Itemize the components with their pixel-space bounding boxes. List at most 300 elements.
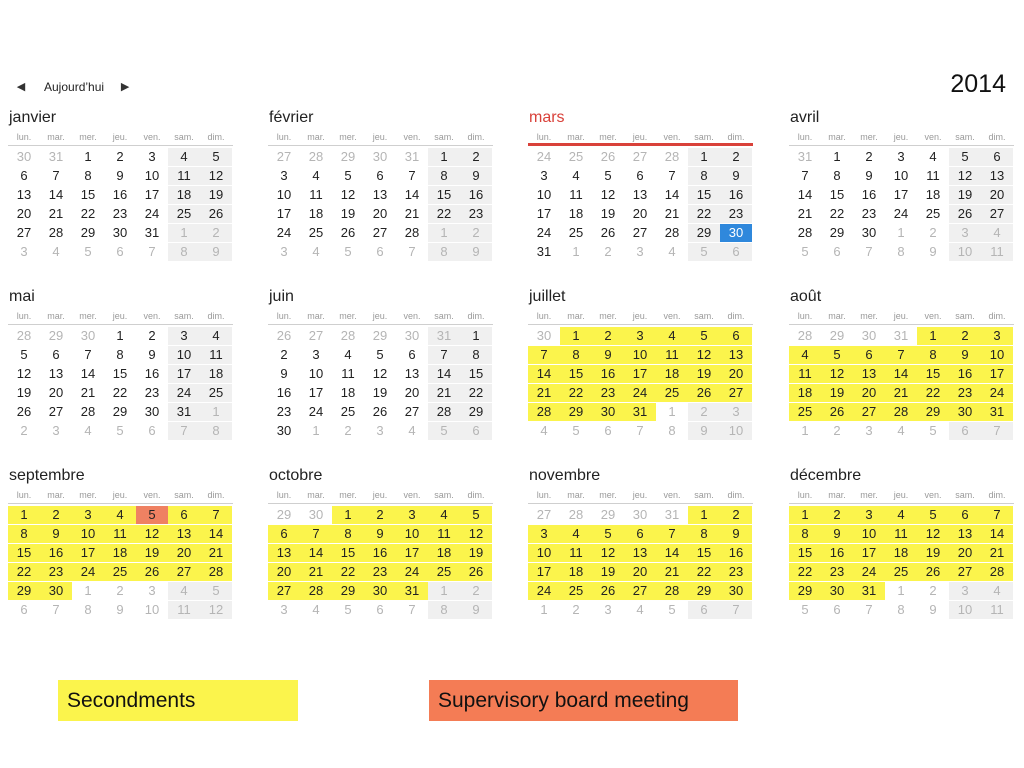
day-cell[interactable]: 2 — [688, 403, 720, 421]
secondment-day[interactable]: 18 — [428, 544, 460, 562]
day-cell[interactable]: 4 — [168, 582, 200, 600]
secondment-day[interactable]: 18 — [789, 384, 821, 402]
secondment-day[interactable]: 7 — [981, 506, 1013, 524]
secondment-day[interactable]: 1 — [917, 327, 949, 345]
day-cell[interactable]: 4 — [312, 602, 320, 617]
day-cell[interactable]: 27 — [308, 328, 324, 343]
secondment-day[interactable]: 10 — [624, 346, 656, 364]
secondment-day[interactable]: 29 — [8, 582, 40, 600]
secondment-day[interactable]: 19 — [917, 544, 949, 562]
day-cell[interactable]: 7 — [52, 168, 60, 183]
secondment-day[interactable]: 21 — [885, 384, 917, 402]
secondment-day[interactable]: 12 — [592, 544, 624, 562]
secondment-day[interactable]: 26 — [688, 384, 720, 402]
secondment-day[interactable]: 15 — [8, 544, 40, 562]
secondment-day[interactable]: 14 — [200, 525, 232, 543]
day-cell[interactable]: 9 — [148, 347, 156, 362]
day-cell[interactable]: 4 — [981, 224, 1013, 242]
day-cell[interactable]: 29 — [80, 225, 96, 240]
day-cell[interactable]: 4 — [84, 423, 92, 438]
day-cell[interactable]: 18 — [568, 206, 584, 221]
secondment-day[interactable]: 12 — [460, 525, 492, 543]
secondment-day[interactable]: 13 — [168, 525, 200, 543]
day-cell[interactable]: 6 — [636, 168, 644, 183]
board-meeting-day[interactable]: 5 — [136, 506, 168, 524]
day-cell[interactable]: 4 — [312, 244, 320, 259]
day-cell[interactable]: 4 — [897, 423, 905, 438]
day-cell[interactable]: 28 — [80, 404, 96, 419]
day-cell[interactable]: 10 — [536, 187, 552, 202]
secondment-day[interactable]: 29 — [560, 403, 592, 421]
day-cell[interactable]: 3 — [720, 403, 752, 421]
day-cell[interactable]: 6 — [20, 602, 28, 617]
secondment-day[interactable]: 1 — [560, 327, 592, 345]
day-cell[interactable]: 17 — [144, 187, 160, 202]
secondment-day[interactable]: 3 — [396, 506, 428, 524]
day-cell[interactable]: 27 — [632, 225, 648, 240]
day-cell[interactable]: 7 — [428, 346, 460, 364]
day-cell[interactable]: 7 — [168, 422, 200, 440]
day-cell[interactable]: 24 — [168, 384, 200, 402]
day-cell[interactable]: 20 — [981, 186, 1013, 204]
secondment-day[interactable]: 30 — [40, 582, 72, 600]
secondment-day[interactable]: 4 — [656, 327, 688, 345]
day-cell[interactable]: 28 — [48, 225, 64, 240]
day-cell[interactable]: 7 — [408, 168, 416, 183]
day-cell[interactable]: 17 — [276, 206, 292, 221]
day-cell[interactable]: 28 — [797, 225, 813, 240]
day-cell[interactable]: 30 — [308, 507, 324, 522]
day-cell[interactable]: 25 — [200, 384, 232, 402]
day-cell[interactable]: 31 — [404, 149, 420, 164]
day-cell[interactable]: 8 — [688, 167, 720, 185]
secondment-day[interactable]: 24 — [528, 582, 560, 600]
day-cell[interactable]: 3 — [949, 224, 981, 242]
secondment-day[interactable]: 15 — [560, 365, 592, 383]
day-cell[interactable]: 4 — [200, 327, 232, 345]
today-button[interactable]: Aujourd’hui — [44, 80, 105, 94]
day-cell[interactable]: 19 — [600, 206, 616, 221]
next-arrow-icon[interactable]: ▶ — [120, 81, 130, 93]
day-cell[interactable]: 2 — [865, 149, 873, 164]
secondment-day[interactable]: 7 — [528, 346, 560, 364]
day-cell[interactable]: 6 — [688, 601, 720, 619]
day-cell[interactable]: 28 — [428, 403, 460, 421]
day-cell[interactable]: 5 — [116, 423, 124, 438]
day-cell[interactable]: 21 — [404, 206, 420, 221]
day-cell[interactable]: 22 — [688, 205, 720, 223]
day-cell[interactable]: 28 — [340, 328, 356, 343]
day-cell[interactable]: 23 — [276, 404, 292, 419]
secondment-day[interactable]: 29 — [789, 582, 821, 600]
secondment-day[interactable]: 10 — [72, 525, 104, 543]
secondment-day[interactable]: 20 — [853, 384, 885, 402]
day-cell[interactable]: 25 — [308, 225, 324, 240]
day-cell[interactable]: 28 — [404, 225, 420, 240]
day-cell[interactable]: 14 — [664, 187, 680, 202]
day-cell[interactable]: 7 — [981, 422, 1013, 440]
day-cell[interactable]: 25 — [340, 404, 356, 419]
day-cell[interactable]: 4 — [981, 582, 1013, 600]
day-cell[interactable]: 23 — [144, 385, 160, 400]
day-cell[interactable]: 15 — [688, 186, 720, 204]
secondment-day[interactable]: 17 — [853, 544, 885, 562]
day-cell[interactable]: 25 — [168, 205, 200, 223]
secondment-day[interactable]: 18 — [885, 544, 917, 562]
secondment-day[interactable]: 2 — [720, 506, 752, 524]
day-cell[interactable]: 26 — [372, 404, 388, 419]
day-cell[interactable]: 2 — [148, 328, 156, 343]
secondment-day[interactable]: 2 — [40, 506, 72, 524]
day-cell[interactable]: 27 — [48, 404, 64, 419]
secondment-day[interactable]: 14 — [528, 365, 560, 383]
day-cell[interactable]: 30 — [404, 328, 420, 343]
secondment-day[interactable]: 17 — [396, 544, 428, 562]
day-cell[interactable]: 29 — [340, 149, 356, 164]
day-cell[interactable]: 24 — [308, 404, 324, 419]
secondment-day[interactable]: 3 — [624, 327, 656, 345]
day-cell[interactable]: 1 — [84, 149, 92, 164]
secondment-day[interactable]: 24 — [981, 384, 1013, 402]
day-cell[interactable]: 29 — [276, 507, 292, 522]
secondment-day[interactable]: 5 — [917, 506, 949, 524]
day-cell[interactable]: 11 — [200, 346, 232, 364]
secondment-day[interactable]: 22 — [560, 384, 592, 402]
secondment-day[interactable]: 19 — [592, 563, 624, 581]
day-cell[interactable]: 4 — [168, 148, 200, 166]
day-cell[interactable]: 12 — [16, 366, 32, 381]
secondment-day[interactable]: 16 — [720, 544, 752, 562]
today-day[interactable]: 30 — [720, 224, 752, 242]
day-cell[interactable]: 6 — [376, 168, 384, 183]
day-cell[interactable]: 9 — [720, 167, 752, 185]
day-cell[interactable]: 20 — [48, 385, 64, 400]
day-cell[interactable]: 6 — [833, 602, 841, 617]
secondment-day[interactable]: 25 — [656, 384, 688, 402]
day-cell[interactable]: 8 — [460, 346, 492, 364]
day-cell[interactable]: 7 — [408, 244, 416, 259]
day-cell[interactable]: 15 — [460, 365, 492, 383]
day-cell[interactable]: 3 — [540, 168, 548, 183]
secondment-day[interactable]: 4 — [104, 506, 136, 524]
secondment-day[interactable]: 13 — [949, 525, 981, 543]
secondment-day[interactable]: 3 — [853, 506, 885, 524]
secondment-day[interactable]: 26 — [917, 563, 949, 581]
day-cell[interactable]: 10 — [168, 346, 200, 364]
secondment-day[interactable]: 14 — [981, 525, 1013, 543]
day-cell[interactable]: 3 — [148, 583, 156, 598]
secondment-day[interactable]: 26 — [460, 563, 492, 581]
day-cell[interactable]: 13 — [372, 187, 388, 202]
day-cell[interactable]: 5 — [344, 244, 352, 259]
day-cell[interactable]: 10 — [893, 168, 909, 183]
day-cell[interactable]: 23 — [112, 206, 128, 221]
day-cell[interactable]: 10 — [949, 601, 981, 619]
day-cell[interactable]: 9 — [116, 168, 124, 183]
secondment-day[interactable]: 22 — [789, 563, 821, 581]
day-cell[interactable]: 27 — [536, 507, 552, 522]
secondment-day[interactable]: 13 — [624, 544, 656, 562]
day-cell[interactable]: 2 — [572, 602, 580, 617]
secondment-day[interactable]: 4 — [428, 506, 460, 524]
day-cell[interactable]: 1 — [688, 148, 720, 166]
secondment-day[interactable]: 20 — [268, 563, 300, 581]
secondment-day[interactable]: 16 — [40, 544, 72, 562]
day-cell[interactable]: 7 — [801, 168, 809, 183]
secondment-day[interactable]: 20 — [949, 544, 981, 562]
secondment-day[interactable]: 9 — [40, 525, 72, 543]
day-cell[interactable]: 26 — [200, 205, 232, 223]
secondment-day[interactable]: 24 — [624, 384, 656, 402]
day-cell[interactable]: 28 — [664, 225, 680, 240]
day-cell[interactable]: 5 — [801, 602, 809, 617]
day-cell[interactable]: 6 — [408, 347, 416, 362]
day-cell[interactable]: 11 — [981, 243, 1013, 261]
day-cell[interactable]: 10 — [720, 422, 752, 440]
day-cell[interactable]: 21 — [664, 206, 680, 221]
day-cell[interactable]: 31 — [168, 403, 200, 421]
day-cell[interactable]: 22 — [428, 205, 460, 223]
secondment-day[interactable]: 27 — [168, 563, 200, 581]
secondment-day[interactable]: 16 — [949, 365, 981, 383]
day-cell[interactable]: 22 — [829, 206, 845, 221]
day-cell[interactable]: 10 — [276, 187, 292, 202]
secondment-day[interactable]: 27 — [720, 384, 752, 402]
secondment-day[interactable]: 31 — [853, 582, 885, 600]
day-cell[interactable]: 8 — [833, 168, 841, 183]
secondment-day[interactable]: 11 — [789, 365, 821, 383]
day-cell[interactable]: 3 — [52, 423, 60, 438]
day-cell[interactable]: 8 — [116, 347, 124, 362]
secondment-day[interactable]: 10 — [981, 346, 1013, 364]
secondment-day[interactable]: 6 — [720, 327, 752, 345]
day-cell[interactable]: 1 — [428, 148, 460, 166]
secondment-day[interactable]: 20 — [624, 563, 656, 581]
day-cell[interactable]: 21 — [797, 206, 813, 221]
day-cell[interactable]: 19 — [949, 186, 981, 204]
day-cell[interactable]: 5 — [572, 423, 580, 438]
day-cell[interactable]: 17 — [308, 385, 324, 400]
day-cell[interactable]: 9 — [116, 602, 124, 617]
day-cell[interactable]: 17 — [168, 365, 200, 383]
day-cell[interactable]: 7 — [668, 168, 676, 183]
secondment-day[interactable]: 7 — [885, 346, 917, 364]
day-cell[interactable]: 5 — [84, 244, 92, 259]
day-cell[interactable]: 16 — [720, 186, 752, 204]
secondment-day[interactable]: 3 — [981, 327, 1013, 345]
day-cell[interactable]: 29 — [372, 328, 388, 343]
day-cell[interactable]: 11 — [341, 366, 355, 381]
day-cell[interactable]: 24 — [536, 225, 552, 240]
secondment-day[interactable]: 9 — [821, 525, 853, 543]
secondment-day[interactable]: 22 — [332, 563, 364, 581]
day-cell[interactable]: 8 — [428, 167, 460, 185]
day-cell[interactable]: 1 — [897, 583, 905, 598]
day-cell[interactable]: 9 — [865, 168, 873, 183]
day-cell[interactable]: 29 — [829, 328, 845, 343]
day-cell[interactable]: 30 — [144, 404, 160, 419]
secondment-day[interactable]: 13 — [853, 365, 885, 383]
day-cell[interactable]: 3 — [280, 244, 288, 259]
day-cell[interactable]: 22 — [80, 206, 96, 221]
secondment-day[interactable]: 29 — [688, 582, 720, 600]
secondment-day[interactable]: 31 — [396, 582, 428, 600]
day-cell[interactable]: 8 — [897, 602, 905, 617]
day-cell[interactable]: 14 — [404, 187, 420, 202]
secondment-day[interactable]: 9 — [720, 525, 752, 543]
day-cell[interactable]: 7 — [865, 602, 873, 617]
secondment-day[interactable]: 7 — [656, 525, 688, 543]
day-cell[interactable]: 29 — [829, 225, 845, 240]
secondment-day[interactable]: 11 — [428, 525, 460, 543]
day-cell[interactable]: 1 — [428, 582, 460, 600]
secondment-day[interactable]: 31 — [981, 403, 1013, 421]
secondment-day[interactable]: 30 — [364, 582, 396, 600]
secondment-day[interactable]: 13 — [720, 346, 752, 364]
secondment-day[interactable]: 18 — [104, 544, 136, 562]
day-cell[interactable]: 8 — [668, 423, 676, 438]
day-cell[interactable]: 16 — [144, 366, 160, 381]
day-cell[interactable]: 27 — [276, 149, 292, 164]
day-cell[interactable]: 3 — [312, 347, 320, 362]
day-cell[interactable]: 3 — [897, 149, 905, 164]
day-cell[interactable]: 3 — [280, 168, 288, 183]
day-cell[interactable]: 8 — [84, 602, 92, 617]
secondment-day[interactable]: 14 — [300, 544, 332, 562]
day-cell[interactable]: 4 — [408, 423, 416, 438]
secondment-day[interactable]: 13 — [268, 544, 300, 562]
secondment-day[interactable]: 4 — [560, 525, 592, 543]
day-cell[interactable]: 31 — [797, 149, 813, 164]
secondment-day[interactable]: 1 — [688, 506, 720, 524]
day-cell[interactable]: 5 — [200, 148, 232, 166]
day-cell[interactable]: 6 — [949, 422, 981, 440]
secondment-day[interactable]: 21 — [528, 384, 560, 402]
day-cell[interactable]: 12 — [949, 167, 981, 185]
secondment-day[interactable]: 21 — [981, 544, 1013, 562]
secondment-day[interactable]: 2 — [592, 327, 624, 345]
day-cell[interactable]: 31 — [664, 507, 680, 522]
day-cell[interactable]: 8 — [168, 243, 200, 261]
day-cell[interactable]: 1 — [572, 244, 580, 259]
day-cell[interactable]: 13 — [16, 187, 32, 202]
secondment-day[interactable]: 11 — [885, 525, 917, 543]
day-cell[interactable]: 4 — [572, 168, 580, 183]
day-cell[interactable]: 22 — [460, 384, 492, 402]
day-cell[interactable]: 26 — [949, 205, 981, 223]
day-cell[interactable]: 12 — [340, 187, 356, 202]
secondment-day[interactable]: 2 — [364, 506, 396, 524]
day-cell[interactable]: 6 — [604, 423, 612, 438]
day-cell[interactable]: 6 — [720, 243, 752, 261]
day-cell[interactable]: 3 — [148, 149, 156, 164]
day-cell[interactable]: 2 — [604, 244, 612, 259]
day-cell[interactable]: 29 — [460, 403, 492, 421]
day-cell[interactable]: 10 — [949, 243, 981, 261]
secondment-day[interactable]: 20 — [720, 365, 752, 383]
day-cell[interactable]: 30 — [112, 225, 128, 240]
day-cell[interactable]: 5 — [801, 244, 809, 259]
secondment-day[interactable]: 23 — [949, 384, 981, 402]
day-cell[interactable]: 3 — [865, 423, 873, 438]
secondment-day[interactable]: 26 — [821, 403, 853, 421]
day-cell[interactable]: 2 — [116, 583, 124, 598]
secondment-day[interactable]: 22 — [8, 563, 40, 581]
day-cell[interactable]: 26 — [600, 149, 616, 164]
day-cell[interactable]: 20 — [632, 206, 648, 221]
secondment-day[interactable]: 9 — [592, 346, 624, 364]
secondment-day[interactable]: 22 — [688, 563, 720, 581]
secondment-day[interactable]: 30 — [821, 582, 853, 600]
day-cell[interactable]: 29 — [112, 404, 128, 419]
secondment-day[interactable]: 25 — [560, 582, 592, 600]
day-cell[interactable]: 28 — [797, 328, 813, 343]
day-cell[interactable]: 31 — [893, 328, 909, 343]
day-cell[interactable]: 2 — [833, 423, 841, 438]
day-cell[interactable]: 2 — [460, 224, 492, 242]
day-cell[interactable]: 27 — [981, 205, 1013, 223]
day-cell[interactable]: 15 — [112, 366, 128, 381]
secondment-day[interactable]: 18 — [560, 563, 592, 581]
secondment-day[interactable]: 1 — [332, 506, 364, 524]
day-cell[interactable]: 6 — [376, 244, 384, 259]
day-cell[interactable]: 13 — [981, 167, 1013, 185]
secondment-day[interactable]: 21 — [300, 563, 332, 581]
secondment-day[interactable]: 5 — [592, 525, 624, 543]
day-cell[interactable]: 7 — [636, 423, 644, 438]
secondment-day[interactable]: 19 — [821, 384, 853, 402]
secondment-day[interactable]: 21 — [656, 563, 688, 581]
day-cell[interactable]: 26 — [276, 328, 292, 343]
secondment-day[interactable]: 19 — [136, 544, 168, 562]
day-cell[interactable]: 2 — [280, 347, 288, 362]
secondment-day[interactable]: 4 — [789, 346, 821, 364]
secondment-day[interactable]: 30 — [949, 403, 981, 421]
secondment-day[interactable]: 10 — [528, 544, 560, 562]
day-cell[interactable]: 4 — [344, 347, 352, 362]
day-cell[interactable]: 6 — [116, 244, 124, 259]
secondment-day[interactable]: 27 — [624, 582, 656, 600]
secondment-day[interactable]: 24 — [853, 563, 885, 581]
day-cell[interactable]: 16 — [276, 385, 292, 400]
day-cell[interactable]: 11 — [569, 187, 583, 202]
day-cell[interactable]: 4 — [312, 168, 320, 183]
day-cell[interactable]: 1 — [540, 602, 548, 617]
day-cell[interactable]: 9 — [200, 243, 232, 261]
secondment-day[interactable]: 19 — [460, 544, 492, 562]
secondment-day[interactable]: 2 — [821, 506, 853, 524]
day-cell[interactable]: 3 — [20, 244, 28, 259]
secondment-day[interactable]: 15 — [688, 544, 720, 562]
secondment-day[interactable]: 8 — [917, 346, 949, 364]
day-cell[interactable]: 23 — [861, 206, 877, 221]
secondment-day[interactable]: 25 — [428, 563, 460, 581]
day-cell[interactable]: 30 — [861, 328, 877, 343]
secondment-day[interactable]: 16 — [364, 544, 396, 562]
day-cell[interactable]: 1 — [801, 423, 809, 438]
secondment-day[interactable]: 17 — [981, 365, 1013, 383]
day-cell[interactable]: 30 — [276, 423, 292, 438]
day-cell[interactable]: 17 — [893, 187, 909, 202]
secondment-day[interactable]: 14 — [885, 365, 917, 383]
day-cell[interactable]: 12 — [600, 187, 616, 202]
day-cell[interactable]: 27 — [632, 149, 648, 164]
day-cell[interactable]: 6 — [460, 422, 492, 440]
secondment-day[interactable]: 26 — [592, 582, 624, 600]
day-cell[interactable]: 1 — [168, 224, 200, 242]
day-cell[interactable]: 8 — [897, 244, 905, 259]
day-cell[interactable]: 3 — [949, 582, 981, 600]
